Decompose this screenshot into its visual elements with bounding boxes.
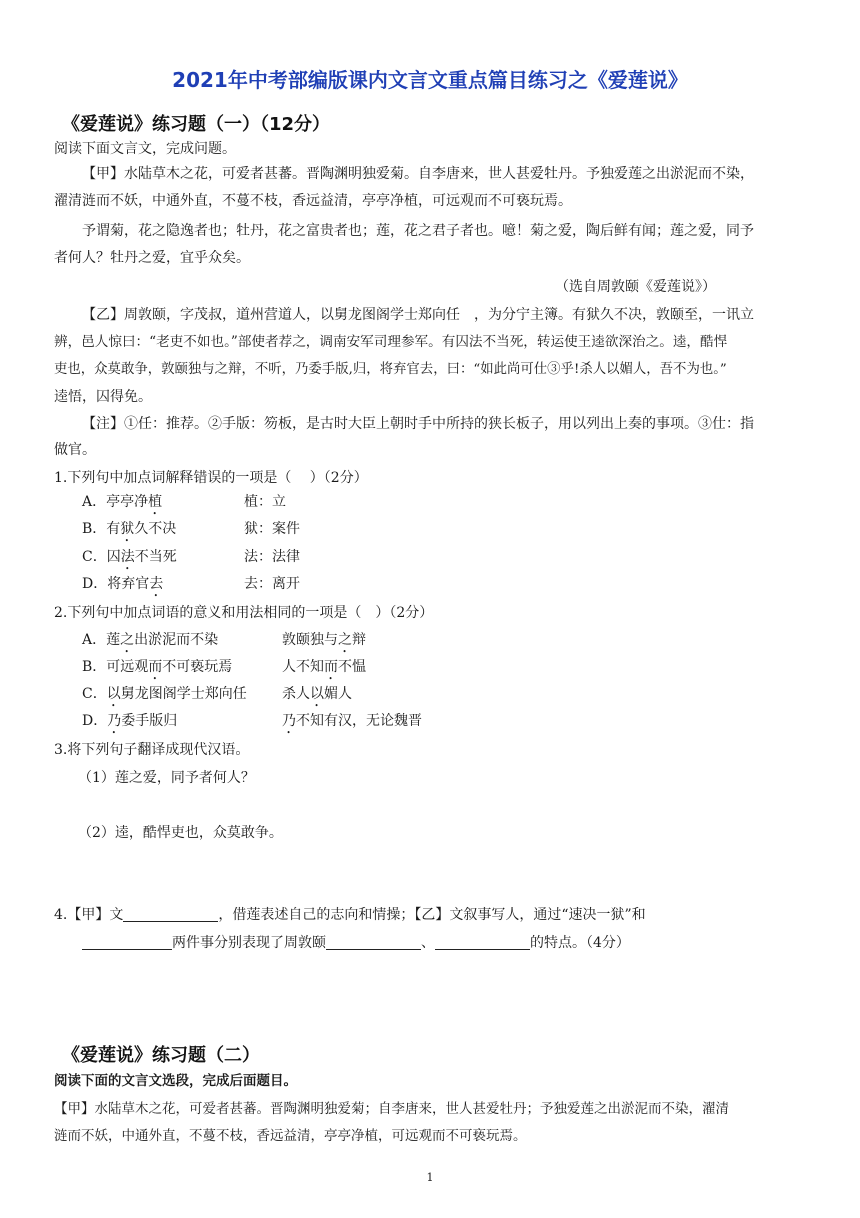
q2-option-compare: 人不知而不愠 [282,659,366,675]
q1-option-meaning: 植：立 [244,494,286,510]
q1-option-meaning: 去：离开 [244,576,300,592]
question-2-stem: 2.下列句中加点词语的意义和用法相同的一项是（ ）（2分） [54,605,434,621]
passage-yi-line: 辨，邑人惊曰：“老吏不如也。”部使者荐之，调南安军司理参军。有囚法不当死，转运使王逵欲深治之。逵，酷悍 [54,334,728,350]
page-number: 1 [426,1171,434,1184]
passage-jia-line: 【甲】水陆草木之花，可爱者甚蕃。晋陶渊明独爱菊。自李唐来，世人甚爱牡丹。予独爱莲之出淤泥而不染， [82,166,754,182]
q1-option: A．亭亭净植 [82,494,163,510]
section2-passage-line: 涟而不妖，中通外直，不蔓不枝，香远益清，亭亭净植，可远观而不可亵玩焉。 [54,1128,527,1144]
section1-instruction: 阅读下面文言文，完成问题。 [54,141,236,157]
q1-option: B．有狱久不决 [82,521,177,537]
answer-blank[interactable] [123,905,218,922]
q3-sentence: （1）莲之爱，同予者何人？ [78,770,255,786]
answer-blank[interactable] [326,933,421,950]
q2-option-compare: 杀人以媚人 [282,686,352,702]
passage-yi-line: 逵悟，囚得免。 [54,389,152,405]
question-4-line: 4.【甲】文 ，借莲表述自己的志向和情操；【乙】文叙事写人，通过“速决一狱”和 [54,907,646,923]
passage-jia-line: 濯清涟而不妖，中通外直，不蔓不枝，香远益清，亭亭净植，可远观而不可亵玩焉。 [54,193,572,209]
question-3-stem: 3.将下列句子翻译成现代汉语。 [54,742,250,758]
q2-option: D．乃委手版归 [82,713,178,729]
q1-option-meaning: 狱：案件 [244,521,300,537]
question-1-stem: 1.下列句中加点词解释错误的一项是（ ）（2分） [54,470,368,486]
question-4-line: 两件事分别表现了周敦颐 、 的特点。（4分） [82,930,630,956]
section2-passage-line: 【甲】水陆草木之花，可爱者甚蕃。晋陶渊明独爱菊；自李唐来，世人甚爱牡丹；予独爱莲之出淤泥而不染，濯清 [54,1101,729,1117]
annotation-line: 做官。 [54,442,96,458]
annotation-line: 【注】①任：推荐。②手版：笏板，是古时大臣上朝时手中所持的狭长板子，用以列出上奏的事项。③仕：指 [82,416,754,432]
q2-option: C．以舅龙图阁学士郑向任 [82,686,247,702]
passage-yi-line: 吏也，众莫敢争，敦颐独与之辩，不听，乃委手版,归，将弃官去，曰：“如此尚可仕③乎!杀人以媚人，吾不为也。” [54,362,727,377]
q2-option: B．可远观而不可亵玩焉 [82,659,233,675]
section1-heading: 《爱莲说》练习题（一）（12分） [62,114,331,135]
answer-blank[interactable] [82,933,172,950]
passage-source: （选自周敦颐《爱莲说》） [555,279,716,295]
document-title: 2021年中考部编版课内文言文重点篇目练习之《爱莲说》 [172,68,688,92]
q2-option: A．莲之出淤泥而不染 [82,632,219,648]
passage-jia-line: 者何人？牡丹之爱，宜乎众矣。 [54,250,250,266]
section2-heading: 《爱莲说》练习题（二） [62,1045,260,1066]
q1-option: D．将弃官去 [82,576,164,592]
q1-option-meaning: 法：法律 [244,549,300,565]
answer-blank[interactable] [435,933,530,950]
q2-option-compare: 敦颐独与之辩 [282,632,366,648]
passage-jia-line: 予谓菊，花之隐逸者也；牡丹，花之富贵者也；莲，花之君子者也。噫！菊之爱，陶后鲜有闻；莲之爱，同予 [82,223,754,239]
q1-option: C．囚法不当死 [82,549,177,565]
q2-option-compare: 乃不知有汉，无论魏晋 [282,713,422,729]
passage-yi-line: 【乙】周敦颐，字茂叔，道州营道人，以舅龙图阁学士郑向任 ，为分宁主簿。有狱久不决，敦颐至，一讯立 [82,307,754,323]
section2-instruction: 阅读下面的文言文选段，完成后面题目。 [54,1073,297,1089]
q3-sentence: （2）逵，酷悍吏也，众莫敢争。 [78,825,283,841]
